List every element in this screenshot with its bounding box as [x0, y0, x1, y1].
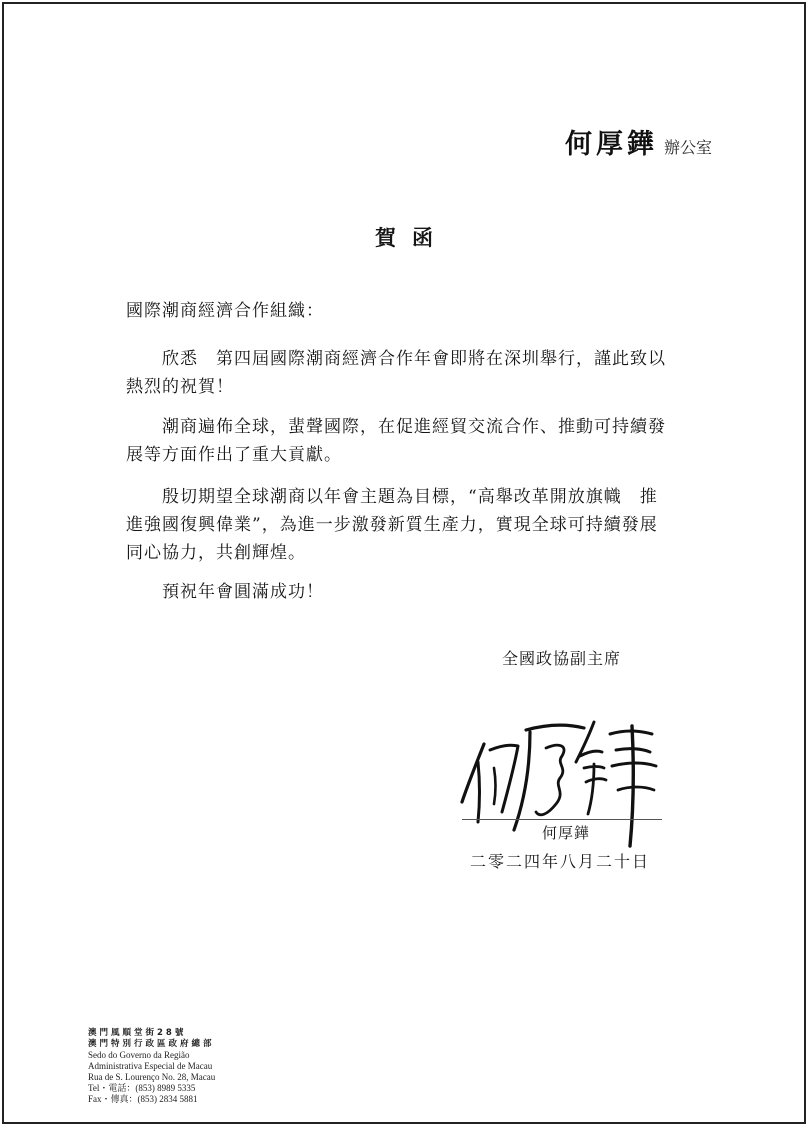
letterhead-office: 辦公室: [663, 138, 712, 157]
letter-date: 二零二四年八月二十日: [470, 852, 651, 871]
paragraph-contribution: 潮商遍佈全球，蜚聲國際，在促進經貿交流合作、推動可持續發展等方面作出了重大貢獻。: [126, 417, 666, 465]
footer-office-pt-1: Sedo do Governo da Região: [88, 1050, 190, 1060]
footer-tel: Tel・電話：(853) 8989 5335: [88, 1083, 196, 1093]
footer-office-pt-2: Administrativa Especial de Macau: [88, 1061, 213, 1071]
footer-office-cn: 澳門特別行政區政府總部: [88, 1039, 215, 1049]
footer-address-pt: Rua de S. Lourenço No. 28, Macau: [88, 1072, 216, 1082]
footer-fax: Fax・傳真：(853) 2834 5881: [88, 1094, 198, 1104]
letter-title: 賀函: [375, 225, 449, 250]
letterhead: [565, 122, 712, 161]
letterhead-name: 何厚鏵: [564, 129, 658, 160]
paragraph-expectation: 殷切期望全球潮商以年會主題為目標，“高舉改革開放旗幟 推進強國復興偉業”，為進一步激發新質生產力，實現全球可持續發展同心協力，共創輝煌。: [126, 487, 658, 563]
signature-line: [462, 819, 662, 820]
footer-contact: [88, 1028, 215, 1105]
signer-name: 何厚鏵: [542, 824, 591, 842]
paragraph-congratulation: 欣悉 第四屆國際潮商經濟合作年會即將在深圳舉行，謹此致以熱烈的祝賀！: [126, 349, 666, 397]
paragraph-wishes: 預祝年會圓滿成功！: [162, 582, 324, 602]
salutation: 國際潮商經濟合作組織：: [126, 301, 324, 321]
footer-address-cn: 澳門風順堂街28號: [88, 1028, 187, 1038]
signer-position: 全國政協副主席: [502, 649, 622, 668]
letter-page: [2, 2, 806, 1124]
